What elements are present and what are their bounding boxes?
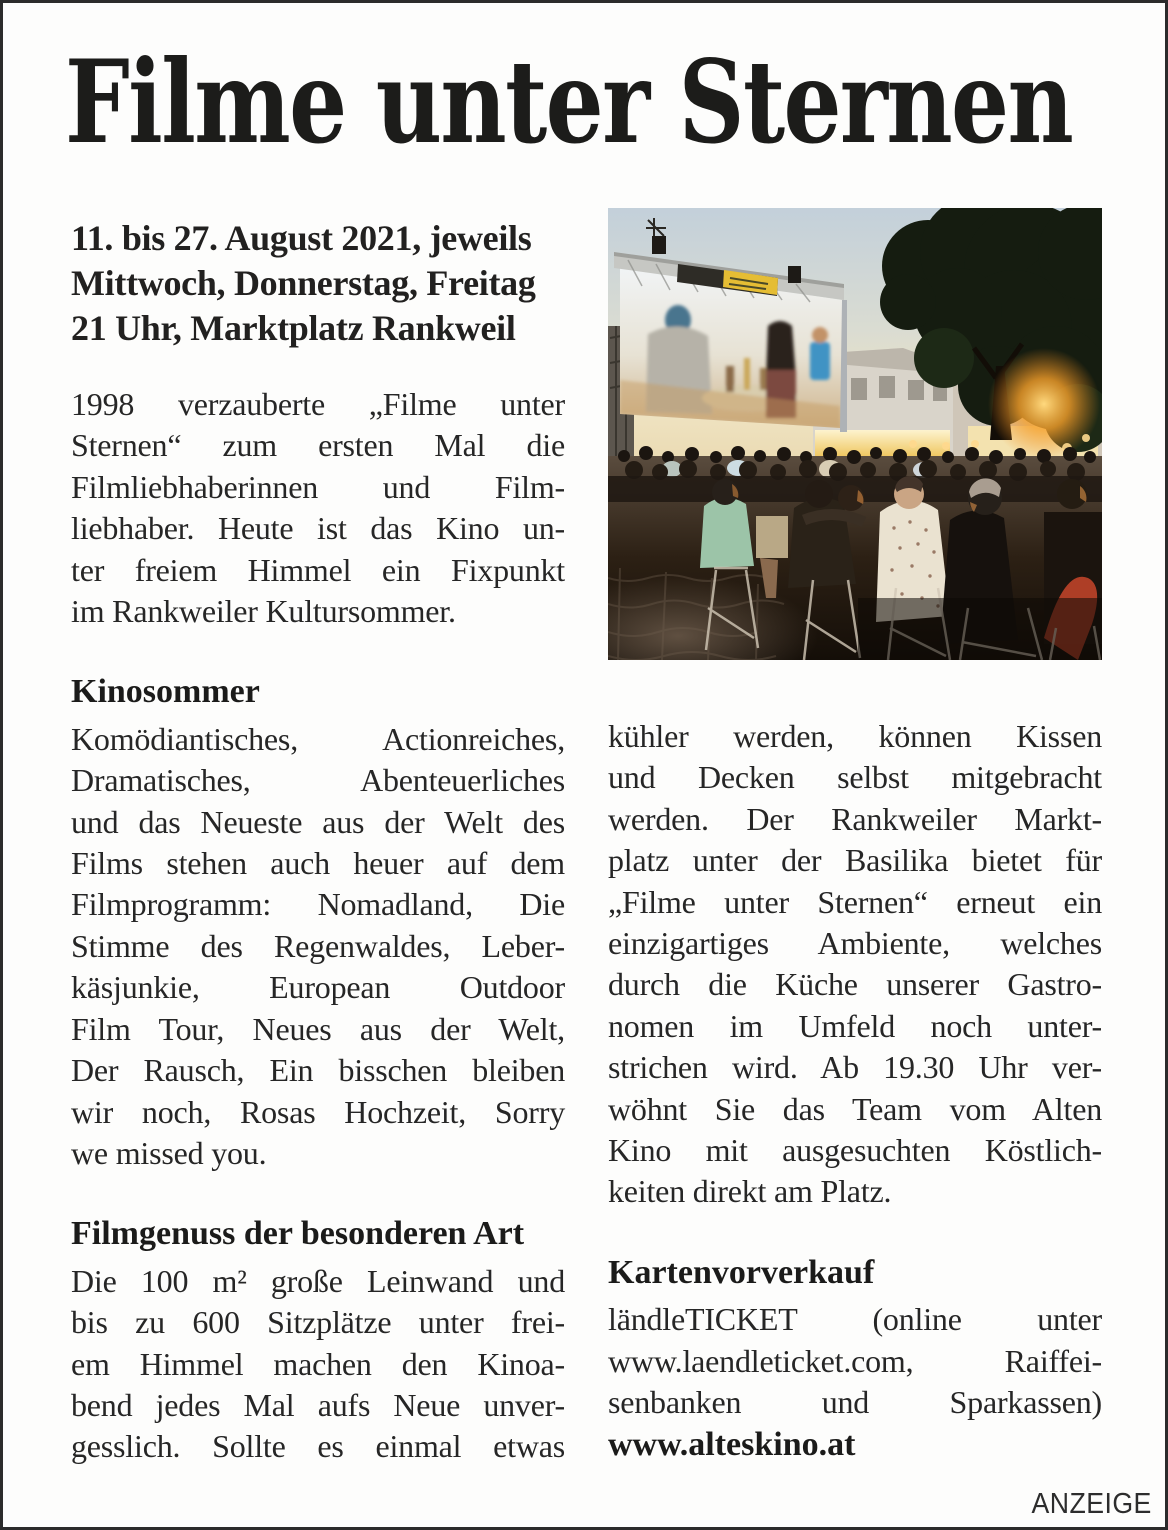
body-paragraph (71, 1261, 565, 1468)
text-line: bis zu 600 Sitzplätze unter frei- (71, 1304, 565, 1341)
text-line: em Himmel machen den Kinoa- (71, 1345, 565, 1382)
text-line: „Filme unter Sternen“ erneut ein (608, 883, 1102, 920)
text-line: liebhaber. Heute ist das Kino un- (71, 510, 565, 547)
text-line: wöhnt Sie das Team vom Alten (608, 1090, 1102, 1127)
text-line: strichen wird. Ab 19.30 Uhr ver- (608, 1049, 1102, 1086)
text-line: Film Tour, Neues aus der Welt, (71, 1010, 565, 1047)
text-line: werden. Der Rankweiler Markt- (608, 800, 1102, 837)
text-line: gesslich. Sollte es einmal etwas (71, 1428, 565, 1465)
text-line: durch die Küche unserer Gastro- (608, 966, 1102, 1003)
text-line: www.laendleticket.com, Raiffei- (608, 1342, 1102, 1379)
text-line: keiten direkt am Platz. (608, 1173, 892, 1210)
text-line: Sternen“ zum ersten Mal die (71, 427, 565, 464)
body-paragraph (608, 716, 1102, 1213)
text-line: ter freiem Himmel ein Fixpunkt (71, 551, 565, 588)
text-line: nomen im Umfeld noch unter- (608, 1007, 1102, 1044)
photo-streetlight-glow (988, 348, 1100, 460)
text-line: im Rankweiler Kultursommer. (71, 593, 456, 630)
text-line: einzigartiges Ambiente, welches (608, 925, 1102, 962)
website-bold-line: www.alteskino.at (608, 1425, 856, 1463)
text-line: und Decken selbst mitgebracht (608, 759, 1102, 796)
text-line: Stimme des Regenwaldes, Leber- (71, 927, 565, 964)
event-details-line: 21 Uhr, Marktplatz Rankweil (71, 308, 516, 348)
text-line: Die 100 m² große Leinwand und (71, 1262, 565, 1299)
event-details-line: Mittwoch, Donnerstag, Freitag (71, 263, 536, 303)
right-column-text (608, 716, 1102, 1465)
left-column (71, 216, 565, 1468)
text-line: bend jedes Mal aufs Neue unver- (71, 1386, 565, 1423)
body-paragraph (71, 384, 565, 632)
text-line: kühler werden, können Kissen (608, 718, 1102, 754)
text-line: platz unter der Basilika bietet für (608, 842, 1102, 879)
open-air-cinema-photo (608, 208, 1102, 660)
text-line: ländleTICKET (online unter (608, 1301, 1102, 1338)
event-details-line: 11. bis 27. August 2021, jeweils (71, 218, 532, 258)
text-line: Komödiantisches, Actionreiches, (71, 720, 565, 757)
page-title: Filme unter Sternen (65, 35, 1073, 169)
text-line: Der Rausch, Ein bisschen bleiben (71, 1052, 565, 1089)
right-column (608, 208, 1102, 1465)
anzeige-label: ANZEIGE (1031, 1488, 1152, 1520)
text-line: we missed you. (71, 1134, 267, 1171)
text-line: Films stehen auch heuer auf dem (71, 845, 565, 882)
left-column-text (71, 384, 565, 1468)
event-details (71, 216, 565, 351)
text-line: Kino mit ausgesuchten Köstlich- (608, 1132, 1102, 1169)
text-line: Filmliebhaberinnen und Film- (71, 468, 565, 505)
text-line: Dramatisches, Abenteuerliches (71, 762, 565, 799)
text-line: und das Neueste aus der Welt des (71, 803, 565, 840)
text-line: käsjunkie, European Outdoor (71, 969, 565, 1006)
text-line: senbanken und Sparkassen) (608, 1384, 1102, 1421)
body-paragraph (608, 1299, 1102, 1423)
section-heading: Kinosommer (71, 673, 260, 711)
body-paragraph (71, 719, 565, 1174)
text-line: 1998 verzauberte „Filme unter (71, 386, 565, 422)
text-line: Filmprogramm: Nomadland, Die (71, 886, 565, 923)
text-line: wir noch, Rosas Hochzeit, Sorry (71, 1093, 565, 1130)
section-heading: Filmgenuss der besonderen Art (71, 1215, 525, 1253)
section-heading: Kartenvorverkauf (608, 1253, 875, 1291)
